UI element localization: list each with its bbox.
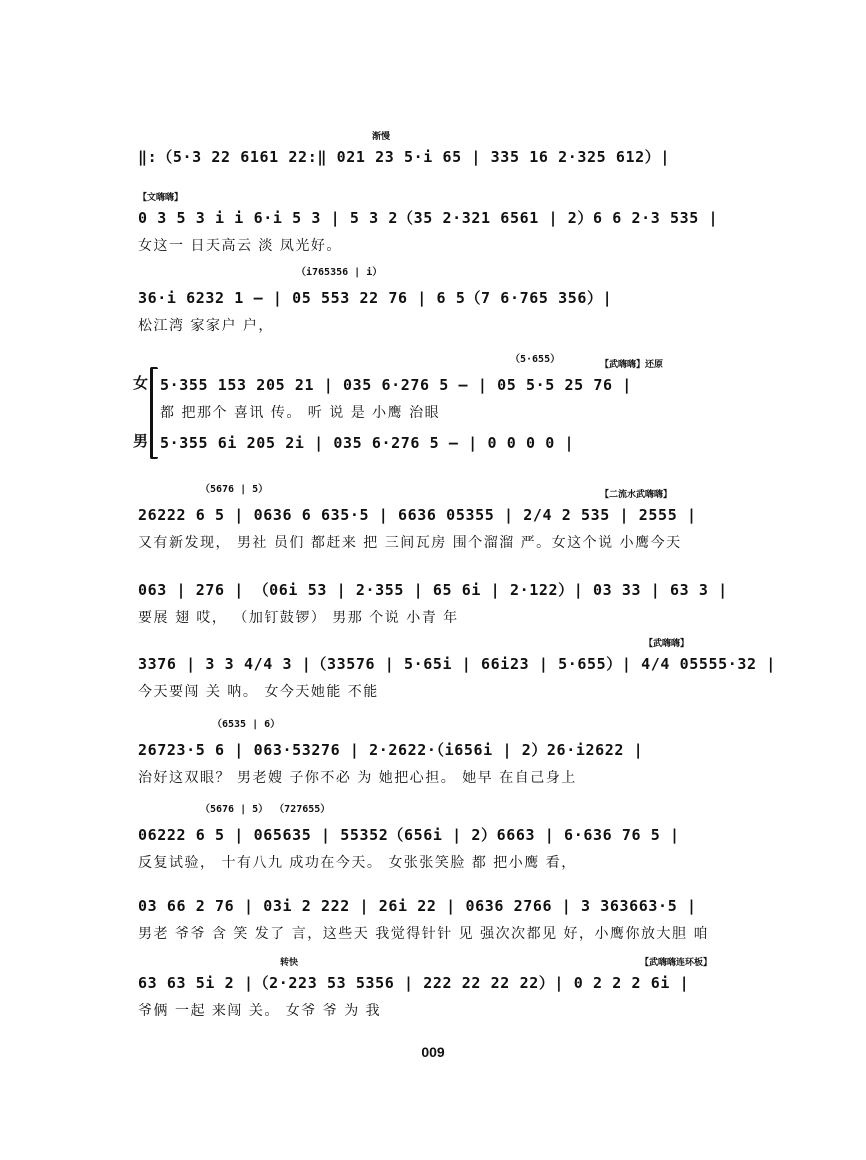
notation-line: 3376 | 3 3 4/4 3 |（33576 | 5·65i | 66i23 | 5·655）| 4/4 05555·32 | <box>138 655 776 673</box>
ornament-notes: （i765356 | i） <box>296 267 383 278</box>
score-line-4-male <box>0 430 866 482</box>
lyrics-line: 爷俩 一起 来闯 关。 女爷 爷 为 我 <box>138 1003 382 1019</box>
score-line-8 <box>0 719 866 789</box>
lyrics-line: 又有新发现， 男社 员们 都赶来 把 三间瓦房 围个溜溜 严。女这个说 小鹰今天 <box>138 535 682 551</box>
section-mark: 【武嗨嗨】 <box>644 639 690 649</box>
score-line-6 <box>0 577 866 629</box>
notation-line: 26222 6 5 | 0636 6 635·5 | 6636 05355 | 2/4 2 535 | 2555 | <box>138 506 697 524</box>
section-mark: 【武嗨嗨】还原 <box>600 360 664 370</box>
lyrics-line: 今天要闯 关 呐。 女今天她能 不能 <box>138 684 379 700</box>
ornament-notes: （5·655） <box>510 354 561 365</box>
section-mark: 【武嗨嗨连环板】 <box>640 958 713 968</box>
score-line-1 <box>0 132 866 196</box>
notation-line: 0 3 5 3 i i 6·i 5 3 | 5 3 2（35 2·321 6561 | 2）6 6 2·3 535 | <box>138 209 719 227</box>
ornament-notes: （6535 | 6） <box>212 719 281 730</box>
score-line-3 <box>0 267 866 337</box>
score-line-10 <box>0 893 866 945</box>
section-mark: 【二流水武嗨嗨】 <box>600 490 673 500</box>
lyrics-line: 反复试验， 十有八九 成功在今天。 女张张笑脸 都 把小鹰 看， <box>138 855 577 871</box>
lyrics-line: 都 把那个 喜讯 传。 听 说 是 小鹰 治眼 <box>160 405 441 421</box>
lyrics-line: 治好这双眼？ 男老嫂 子你不必 为 她把心担。 她早 在自己身上 <box>138 770 577 786</box>
score-line-2 <box>0 193 866 257</box>
tempo-mark: 转快 <box>280 958 299 968</box>
notation-line: ‖:（5·3 22 6161 22:‖ 021 23 5·i 65 | 335 16 2·325 612）| <box>138 148 670 166</box>
notation-line: 26723·5 6 | 063·53276 | 2·2622·（i656i | 2）26·i2622 | <box>138 741 644 759</box>
score-line-7 <box>0 639 866 703</box>
score-line-11 <box>0 958 866 1022</box>
lyrics-line: 要展 翅 哎， （加钉鼓锣） 男那 个说 小青 年 <box>138 610 459 626</box>
score-line-4-female <box>0 354 866 424</box>
tempo-mark: 渐慢 <box>372 132 391 142</box>
notation-line: 36·i 6232 1 — | 05 553 22 76 | 6 5（7 6·765 356）| <box>138 289 613 307</box>
notation-line: 5·355 153 205 21 | 035 6·276 5 — | 05 5·5 25 76 | <box>160 376 632 394</box>
voice-label-male: 男 <box>133 432 149 450</box>
lyrics-line <box>138 174 778 196</box>
ornament-notes: （5676 | 5） <box>200 484 269 495</box>
page-number: 009 <box>421 1044 445 1060</box>
score-line-5 <box>0 484 866 554</box>
ornament-notes: （5676 | 5） （727655） <box>200 804 331 815</box>
voice-label-female: 女 <box>133 374 149 392</box>
notation-line: 063 | 276 | （06i 53 | 2·355 | 65 6i | 2·122）| 03 33 | 63 3 | <box>138 581 728 599</box>
lyrics-line: 男老 爷爷 含 笑 发了 言，这些天 我觉得针针 见 强次次都见 好，小鹰你放大胆 咱 <box>138 926 709 942</box>
lyrics-line: 松江湾 家家户 户， <box>138 318 274 334</box>
score-line-9 <box>0 804 866 874</box>
section-mark: 【文嗨嗨】 <box>138 193 184 203</box>
notation-line: 03 66 2 76 | 03i 2 222 | 26i 22 | 0636 2766 | 3 363663·5 | <box>138 897 697 915</box>
notation-line: 63 63 5i 2 |（2·223 53 5356 | 222 22 22 22）| 0 2 2 2 6i | <box>138 974 690 992</box>
lyrics-line: 女这一 日天高云 淡 凤光好。 <box>138 238 342 254</box>
notation-line: 5·355 6i 205 2i | 035 6·276 5 — | 0 0 0 0 | <box>160 434 575 452</box>
notation-line: 06222 6 5 | 065635 | 55352（656i | 2）6663 | 6·636 76 5 | <box>138 826 680 844</box>
